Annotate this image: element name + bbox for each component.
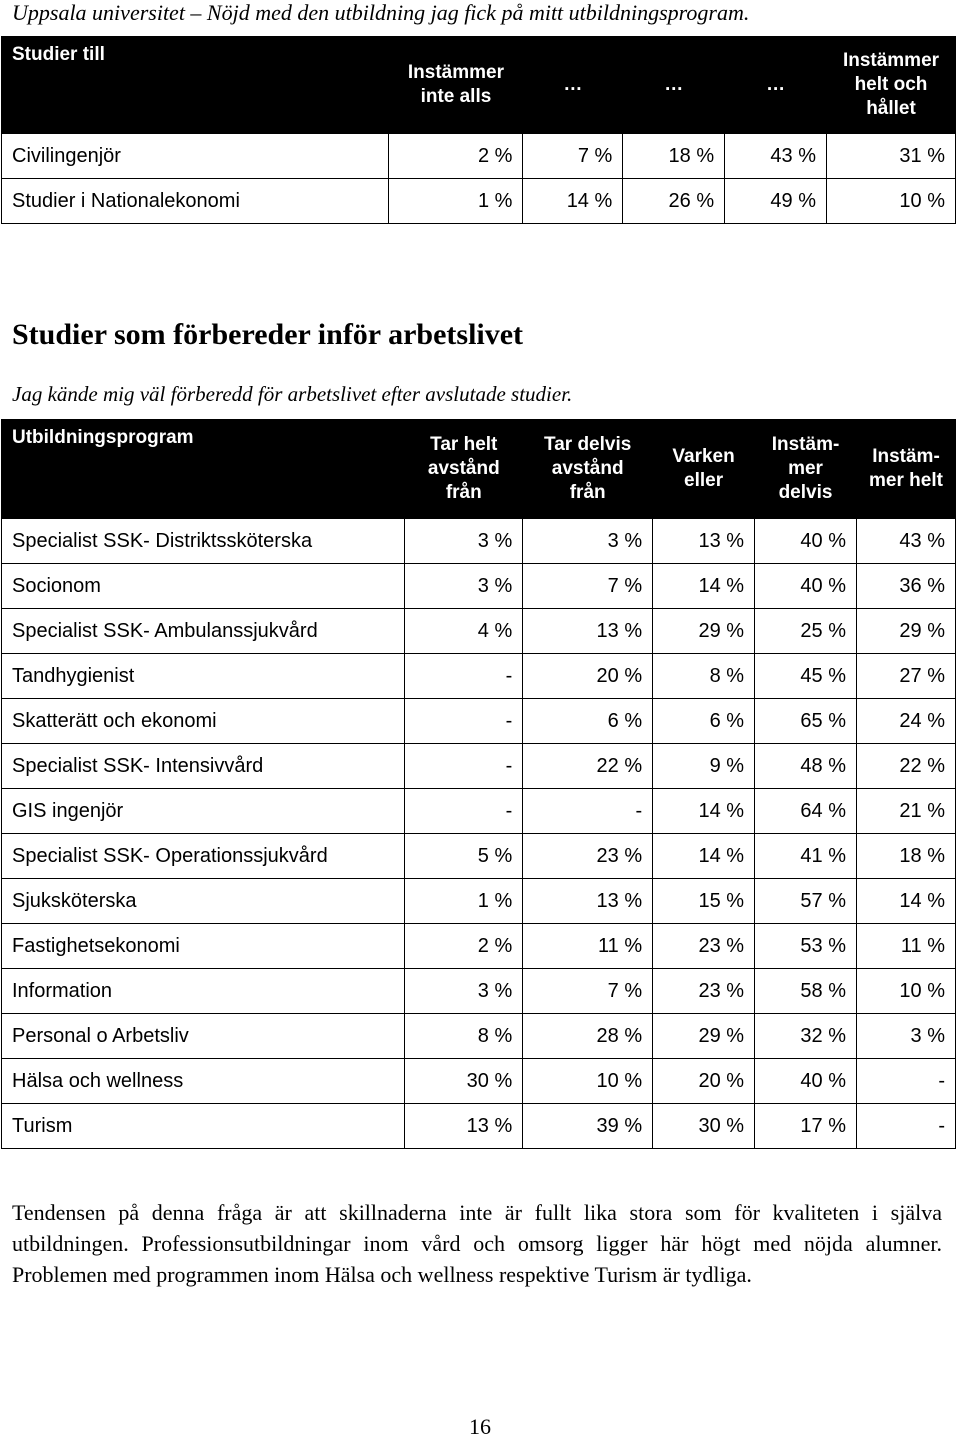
row-label: Specialist SSK- Operationssjukvård bbox=[2, 834, 405, 879]
cell-value: 1 % bbox=[405, 879, 523, 924]
cell-value: 22 % bbox=[857, 744, 956, 789]
row-label: Specialist SSK- Distriktssköterska bbox=[2, 519, 405, 564]
cell-value: 8 % bbox=[405, 1014, 523, 1059]
cell-value: 13 % bbox=[405, 1104, 523, 1149]
cell-value: 40 % bbox=[755, 519, 857, 564]
cell-value: 40 % bbox=[755, 1059, 857, 1104]
table-row bbox=[2, 789, 956, 834]
cell-value: 23 % bbox=[523, 834, 653, 879]
cell-value: 53 % bbox=[755, 924, 857, 969]
cell-value: - bbox=[523, 789, 653, 834]
table-header-row bbox=[2, 420, 956, 519]
cell-value: 45 % bbox=[755, 654, 857, 699]
cell-value: 6 % bbox=[653, 699, 755, 744]
row-label: Specialist SSK- Intensivvård bbox=[2, 744, 405, 789]
cell-value: 3 % bbox=[857, 1014, 956, 1059]
cell-value: 3 % bbox=[523, 519, 653, 564]
cell-value: 22 % bbox=[523, 744, 653, 789]
cell-value: 25 % bbox=[755, 609, 857, 654]
cell-value: 10 % bbox=[827, 179, 956, 224]
table-row bbox=[2, 654, 956, 699]
cell-value: 36 % bbox=[857, 564, 956, 609]
cell-value: 2 % bbox=[389, 134, 523, 179]
column-header-program: Studier till bbox=[2, 37, 389, 134]
cell-value: 18 % bbox=[857, 834, 956, 879]
table-row bbox=[2, 1014, 956, 1059]
cell-value: 43 % bbox=[857, 519, 956, 564]
cell-value: 29 % bbox=[857, 609, 956, 654]
page-caption: Uppsala universitet – Nöjd med den utbildning jag fick på mitt utbildningsprogram. bbox=[12, 0, 750, 25]
cell-value: 10 % bbox=[857, 969, 956, 1014]
cell-value: 14 % bbox=[523, 179, 623, 224]
cell-value: 29 % bbox=[653, 1014, 755, 1059]
row-label: Tandhygienist bbox=[2, 654, 405, 699]
cell-value: 13 % bbox=[523, 879, 653, 924]
cell-value: 64 % bbox=[755, 789, 857, 834]
row-label: Turism bbox=[2, 1104, 405, 1149]
table-row bbox=[2, 834, 956, 879]
cell-value: 29 % bbox=[653, 609, 755, 654]
cell-value: 14 % bbox=[857, 879, 956, 924]
row-label: Hälsa och wellness bbox=[2, 1059, 405, 1104]
cell-value: 27 % bbox=[857, 654, 956, 699]
summary-paragraph: Tendensen på denna fråga är att skillnaderna inte är fullt lika stora som för kvaliteten i själva utbildningen. Professionsutbildningar inom vård och omsorg ligger här högt med nöjda alumner. Problemen med programmen inom Hälsa och wellness respektive Turism är tydliga. bbox=[12, 1200, 942, 1287]
cell-value: 30 % bbox=[653, 1104, 755, 1149]
row-label: Socionom bbox=[2, 564, 405, 609]
table-row bbox=[2, 1059, 956, 1104]
cell-value: 14 % bbox=[653, 834, 755, 879]
column-header: … bbox=[623, 37, 725, 134]
section-heading: Studier som förbereder inför arbetslivet bbox=[12, 318, 524, 351]
row-label: Civilingenjör bbox=[2, 134, 389, 179]
row-label: Fastighetsekonomi bbox=[2, 924, 405, 969]
cell-value: 23 % bbox=[653, 969, 755, 1014]
table-header-row bbox=[2, 37, 956, 134]
column-header: Instäm-mer delvis bbox=[755, 420, 857, 519]
table-row bbox=[2, 609, 956, 654]
table-row bbox=[2, 564, 956, 609]
cell-value: 49 % bbox=[725, 179, 827, 224]
cell-value: 14 % bbox=[653, 564, 755, 609]
cell-value: 3 % bbox=[405, 519, 523, 564]
row-label: Specialist SSK- Ambulanssjukvård bbox=[2, 609, 405, 654]
cell-value: 1 % bbox=[389, 179, 523, 224]
cell-value: 26 % bbox=[623, 179, 725, 224]
cell-value: 8 % bbox=[653, 654, 755, 699]
cell-value: 3 % bbox=[405, 564, 523, 609]
cell-value: 14 % bbox=[653, 789, 755, 834]
column-header: Instämmer helt och hållet bbox=[827, 37, 956, 134]
table-row bbox=[2, 134, 956, 179]
column-header: Varken eller bbox=[653, 420, 755, 519]
cell-value: 13 % bbox=[653, 519, 755, 564]
cell-value: 11 % bbox=[523, 924, 653, 969]
cell-value: 43 % bbox=[725, 134, 827, 179]
table-row bbox=[2, 744, 956, 789]
table-row bbox=[2, 1104, 956, 1149]
cell-value: - bbox=[405, 789, 523, 834]
table-row bbox=[2, 699, 956, 744]
cell-value: - bbox=[405, 744, 523, 789]
table-row bbox=[2, 519, 956, 564]
cell-value: 7 % bbox=[523, 969, 653, 1014]
cell-value: 48 % bbox=[755, 744, 857, 789]
cell-value: 24 % bbox=[857, 699, 956, 744]
row-label: Personal o Arbetsliv bbox=[2, 1014, 405, 1059]
cell-value: 21 % bbox=[857, 789, 956, 834]
column-header: Instämmer inte alls bbox=[389, 37, 523, 134]
cell-value: 5 % bbox=[405, 834, 523, 879]
cell-value: 58 % bbox=[755, 969, 857, 1014]
cell-value: 3 % bbox=[405, 969, 523, 1014]
table-row bbox=[2, 924, 956, 969]
cell-value: 2 % bbox=[405, 924, 523, 969]
cell-value: 20 % bbox=[523, 654, 653, 699]
cell-value: 57 % bbox=[755, 879, 857, 924]
row-label: Studier i Nationalekonomi bbox=[2, 179, 389, 224]
cell-value: 4 % bbox=[405, 609, 523, 654]
cell-value: 15 % bbox=[653, 879, 755, 924]
cell-value: 11 % bbox=[857, 924, 956, 969]
cell-value: 31 % bbox=[827, 134, 956, 179]
career-preparation-table bbox=[1, 419, 956, 1149]
cell-value: 9 % bbox=[653, 744, 755, 789]
satisfaction-table bbox=[1, 36, 956, 224]
cell-value: 13 % bbox=[523, 609, 653, 654]
cell-value: 28 % bbox=[523, 1014, 653, 1059]
column-header: Instäm-mer helt bbox=[857, 420, 956, 519]
table-row bbox=[2, 879, 956, 924]
column-header: … bbox=[523, 37, 623, 134]
column-header-program: Utbildningsprogram bbox=[2, 420, 405, 519]
cell-value: 17 % bbox=[755, 1104, 857, 1149]
page-number: 16 bbox=[469, 1414, 491, 1439]
row-label: GIS ingenjör bbox=[2, 789, 405, 834]
cell-value: - bbox=[405, 699, 523, 744]
cell-value: - bbox=[857, 1059, 956, 1104]
cell-value: - bbox=[405, 654, 523, 699]
cell-value: 39 % bbox=[523, 1104, 653, 1149]
cell-value: 30 % bbox=[405, 1059, 523, 1104]
row-label: Sjuksköterska bbox=[2, 879, 405, 924]
cell-value: 10 % bbox=[523, 1059, 653, 1104]
column-header: Tar helt avstånd från bbox=[405, 420, 523, 519]
row-label: Information bbox=[2, 969, 405, 1014]
cell-value: - bbox=[857, 1104, 956, 1149]
cell-value: 6 % bbox=[523, 699, 653, 744]
cell-value: 7 % bbox=[523, 134, 623, 179]
cell-value: 32 % bbox=[755, 1014, 857, 1059]
column-header: Tar delvis avstånd från bbox=[523, 420, 653, 519]
cell-value: 65 % bbox=[755, 699, 857, 744]
column-header: … bbox=[725, 37, 827, 134]
table-row bbox=[2, 969, 956, 1014]
cell-value: 20 % bbox=[653, 1059, 755, 1104]
cell-value: 18 % bbox=[623, 134, 725, 179]
cell-value: 23 % bbox=[653, 924, 755, 969]
table-row bbox=[2, 179, 956, 224]
cell-value: 40 % bbox=[755, 564, 857, 609]
cell-value: 7 % bbox=[523, 564, 653, 609]
cell-value: 41 % bbox=[755, 834, 857, 879]
row-label: Skatterätt och ekonomi bbox=[2, 699, 405, 744]
survey-question: Jag kände mig väl förberedd för arbetslivet efter avslutade studier. bbox=[12, 382, 573, 406]
